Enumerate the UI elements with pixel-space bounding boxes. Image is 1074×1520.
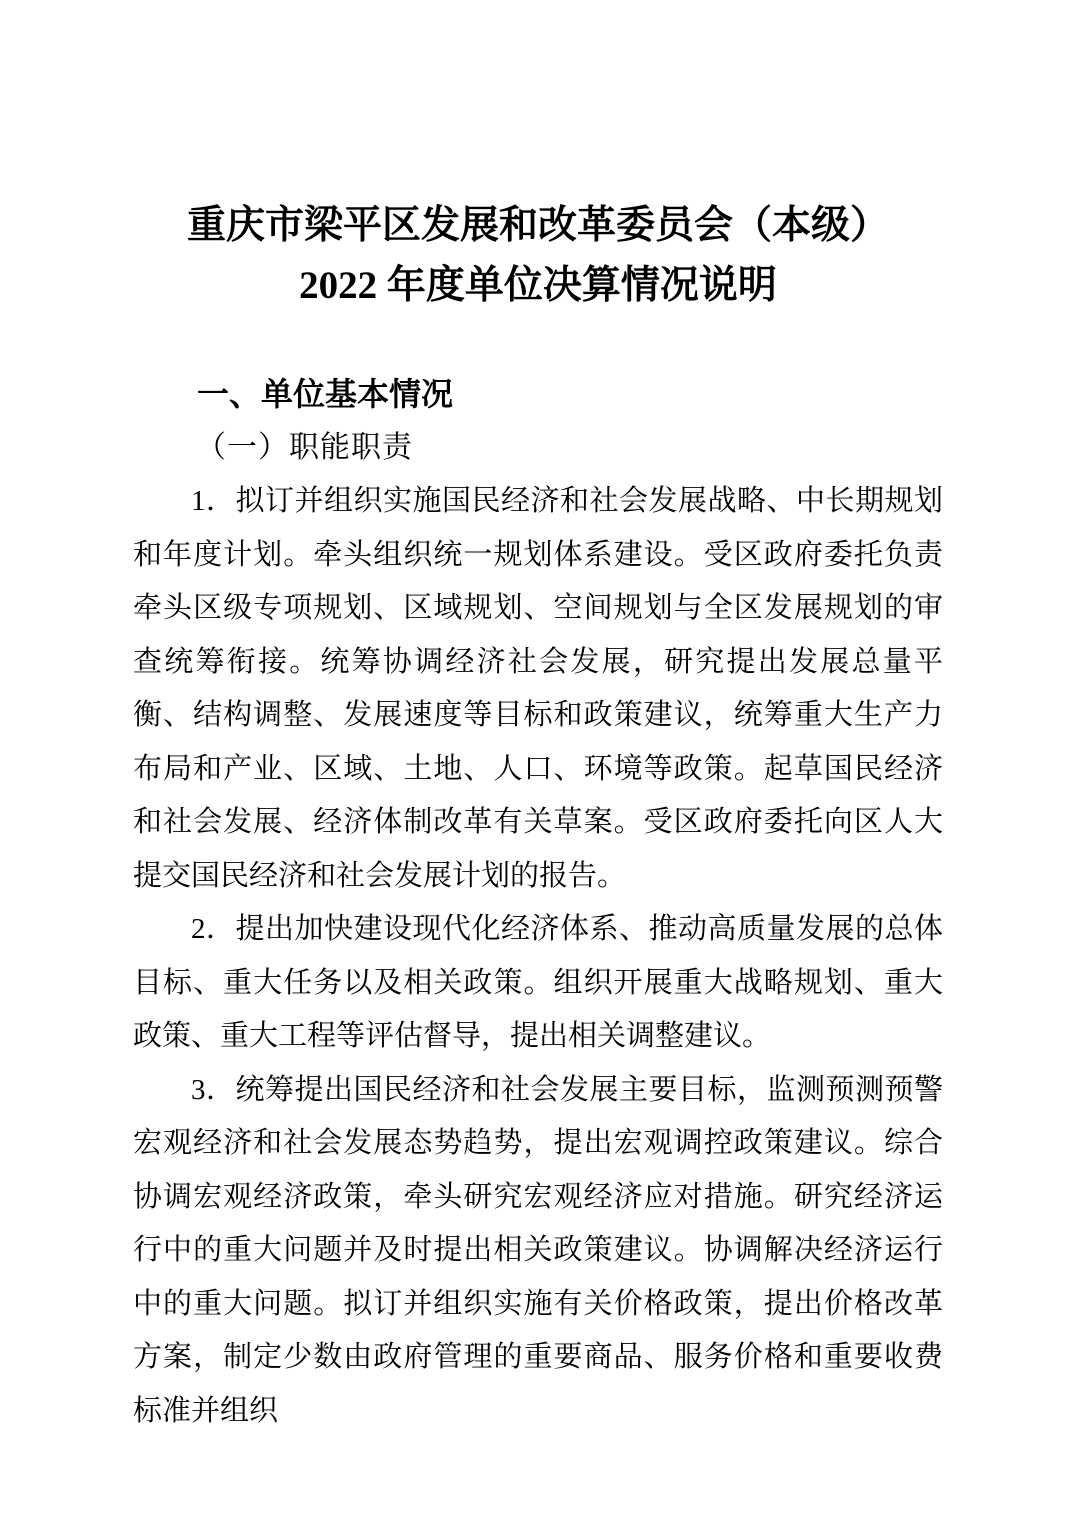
document-title	[133, 196, 943, 316]
body-paragraph-1: 1．拟订并组织实施国民经济和社会发展战略、中长期规划和年度计划。牵头组织统一规划体系建设。受区政府委托负责牵头区级专项规划、区域规划、空间规划与全区发展规划的审查统筹衔接。统筹协调经济社会发展，研究提出发展总量平衡、结构调整、发展速度等目标和政策建议，统筹重大生产力布局和产业、区域、土地、人口、环境等政策。起草国民经济和社会发展、经济体制改革有关草案。受区政府委托向区人大提交国民经济和社会发展计划的报告。	[133, 485, 943, 892]
body-paragraph-3: 3．统筹提出国民经济和社会发展主要目标，监测预测预警宏观经济和社会发展态势趋势，提出宏观调控政策建议。综合协调宏观经济政策，牵头研究宏观经济应对措施。研究经济运行中的重大问题并及时提出相关政策建议。协调解决经济运行中的重大问题。拟订并组织实施有关价格政策，提出价格改革方案，制定少数由政府管理的重要商品、服务价格和重要收费标准并组织	[133, 1073, 943, 1427]
document-title-line-2: 2022 年度单位决算情况说明	[299, 264, 777, 307]
body-paragraph-2: 2．提出加快建设现代化经济体系、推动高质量发展的总体目标、重大任务以及相关政策。组织开展重大战略规划、重大政策、重大工程等评估督导，提出相关调整建议。	[133, 913, 943, 1052]
subsection-heading: （一）职能职责	[196, 431, 413, 464]
subsection-body	[133, 475, 943, 1438]
document-title-line-1: 重庆市梁平区发展和改革委员会（本级）	[186, 204, 889, 247]
section-heading: 一、单位基本情况	[197, 376, 454, 412]
